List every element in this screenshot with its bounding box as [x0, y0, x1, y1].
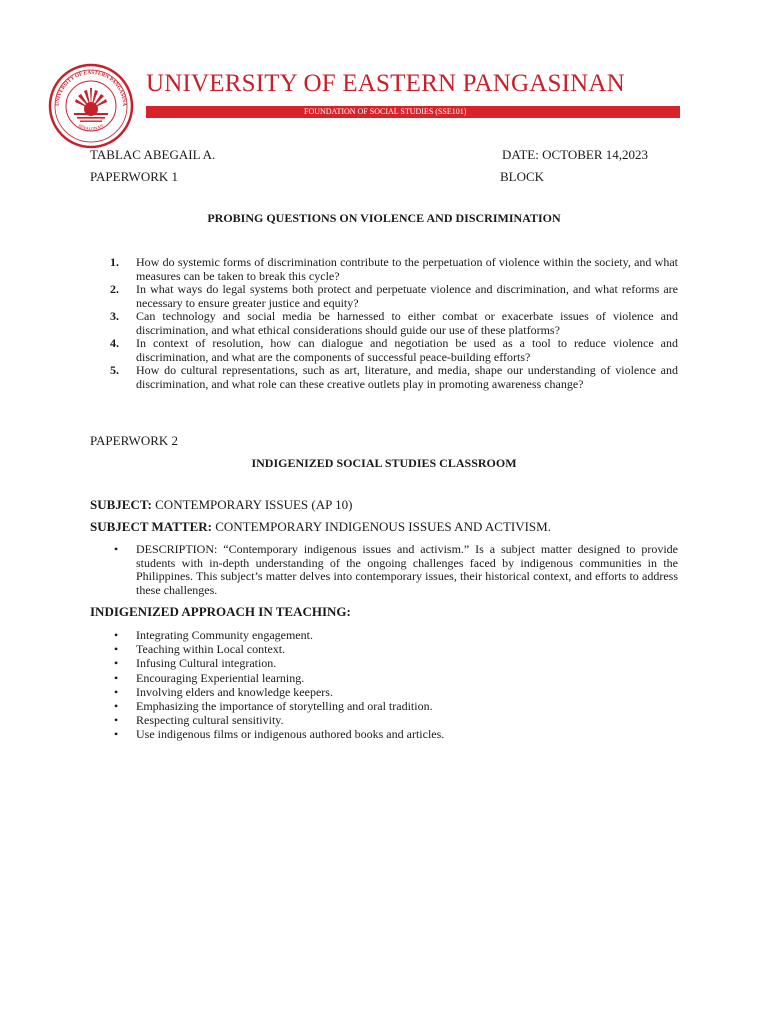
questions-list: [90, 256, 678, 391]
course-banner: [146, 106, 680, 118]
list-item: • Involving elders and knowledge keepers.: [114, 684, 333, 699]
university-name: UNIVERSITY OF EASTERN PANGASINAN: [146, 70, 625, 97]
list-item: 1. How do systemic forms of discrimination contribute to the perpetuation of violence within the society, and what measures can be taken to break this cycle?: [110, 255, 678, 283]
list-item: 5. How do cultural representations, such as art, literature, and media, shape our understanding of violence and discrimination, and what role can these creative outlets play in promoting awareness change?: [110, 363, 678, 391]
list-item: 2. In what ways do legal systems both protect and perpetuate violence and discrimination, and what reforms are necessary to ensure greater justice and equity?: [110, 282, 678, 310]
paperwork-1-label: PAPERWORK 1: [90, 169, 179, 184]
student-name: TABLAC ABEGAIL A.: [90, 147, 216, 162]
list-item: • Encouraging Experiential learning.: [114, 670, 305, 685]
list-item: 4. In context of resolution, how can dialogue and negotiation be used as a tool to reduce violence and discrimination, and what are the components of successful peace-building efforts?: [110, 336, 678, 364]
list-item: • Respecting cultural sensitivity.: [114, 713, 284, 728]
svg-text:UNIVERSITY OF EASTERN PANGASIN: UNIVERSITY OF EASTERN PANGASINA: [54, 69, 128, 107]
paperwork-2-label: PAPERWORK 2: [90, 433, 179, 448]
list-item: 3. Can technology and social media be harnessed to either combat or exacerbate issues of violence and discrimination, and what ethical considerations should guide our use of these platforms?: [110, 309, 678, 337]
approach-title: INDIGENIZED APPROACH IN TEACHING:: [90, 604, 351, 619]
svg-text:BINALONAN: BINALONAN: [77, 122, 105, 132]
list-item: • Emphasizing the importance of storytelling and oral tradition.: [114, 699, 433, 714]
subject-line: SUBJECT: CONTEMPORARY ISSUES (AP 10): [90, 497, 353, 512]
block-label: BLOCK: [500, 169, 545, 184]
description-list: [114, 543, 678, 597]
list-item: • Infusing Cultural integration.: [114, 656, 277, 671]
list-item: • DESCRIPTION: “Contemporary indigenous issues and activism.” Is a subject matter designed to provide students with in-depth understanding of the ongoing challenges faced by indigenous communities in the Philippines. This subject’s matter delves into contemporary issues, their historical context, and efforts to address these challenges.: [114, 542, 678, 597]
section-2-title: INDIGENIZED SOCIAL STUDIES CLASSROOM: [251, 456, 517, 470]
approach-list: [114, 628, 444, 742]
section-1-title: PROBING QUESTIONS ON VIOLENCE AND DISCRIMINATION: [207, 211, 561, 225]
list-item: • Use indigenous films or indigenous authored books and articles.: [114, 727, 445, 742]
list-item: • Integrating Community engagement.: [114, 628, 313, 642]
course-title: FOUNDATION OF SOCIAL STUDIES (SSE101): [304, 107, 467, 116]
list-item: • Teaching within Local context.: [114, 642, 286, 657]
university-seal-logo: [48, 63, 134, 149]
date-line: DATE: OCTOBER 14,2023: [502, 147, 649, 162]
subject-matter-line: SUBJECT MATTER: CONTEMPORARY INDIGENOUS ISSUES AND ACTIVISM.: [90, 519, 551, 534]
